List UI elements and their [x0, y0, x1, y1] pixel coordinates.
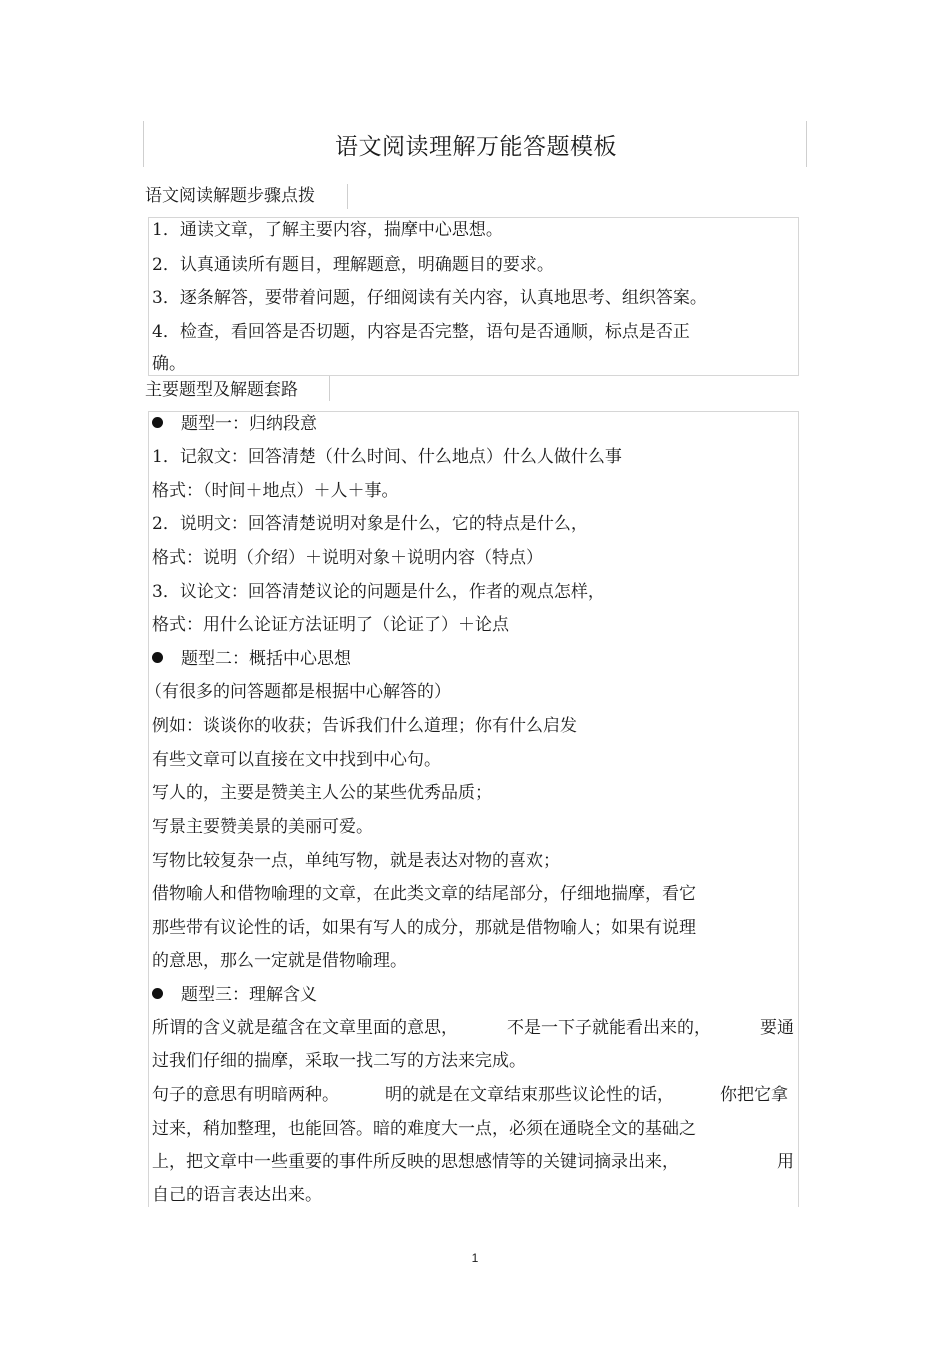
text-segment: 用 [777, 1152, 794, 1172]
text-segment: 要通 [760, 1018, 794, 1038]
type3-line: 过来，稍加整理，也能回答。暗的难度大一点，必须在通晓全文的基础之 [152, 1119, 696, 1139]
type2-line: 的意思，那么一定就是借物喻理。 [152, 951, 407, 971]
type2-line: 写人的，主要是赞美主人公的某些优秀品质； [152, 783, 492, 803]
step-item: 1．通读文章，了解主要内容，揣摩中心思想。 [152, 220, 503, 240]
bullet-icon [152, 417, 163, 428]
type1-title: 题型一：归纳段意 [152, 413, 317, 435]
text-segment: 上，把文章中一些重要的事件所反映的思想感情等的关键词摘录出来， [152, 1152, 679, 1172]
type2-line: 有些文章可以直接在文中找到中心句。 [152, 750, 441, 770]
type1-line: 格式：说明（介绍）＋说明对象＋说明内容（特点） [152, 548, 543, 568]
heading-rule-steps [347, 184, 348, 209]
type3-line [152, 1084, 788, 1106]
text-segment: 句子的意思有明暗两种。 [152, 1085, 339, 1105]
type2-line: （有很多的问答题都是根据中心解答的） [145, 682, 451, 702]
text-segment: 所谓的含义就是蕴含在文章里面的意思， [152, 1018, 458, 1038]
type2-line: 例如：谈谈你的收获；告诉我们什么道理；你有什么启发 [152, 716, 577, 736]
type1-line: 3．议论文：回答清楚议论的问题是什么，作者的观点怎样， [152, 582, 605, 602]
type1-line: 格式：（时间＋地点）＋人＋事。 [152, 481, 399, 501]
page-title: 语文阅读理解万能答题模板 [335, 134, 617, 160]
type2-line: 写景主要赞美景的美丽可爱。 [152, 817, 373, 837]
step-item: 确。 [152, 354, 186, 374]
step-item: 4．检查，看回答是否切题，内容是否完整，语句是否通顺，标点是否正 [152, 322, 690, 342]
type3-line [152, 1017, 794, 1039]
type1-line: 1．记叙文：回答清楚（什么时间、什么地点）什么人做什么事 [152, 447, 622, 467]
title-rule-left [143, 121, 144, 167]
section-heading-types: 主要题型及解题套路 [145, 380, 298, 400]
text-segment: 不是一下子就能看出来的， [507, 1018, 711, 1038]
bullet-icon [152, 988, 163, 999]
type1-line: 格式：用什么论证方法证明了（论证了）＋论点 [152, 615, 509, 635]
type3-line: 过我们仔细的揣摩，采取一找二写的方法来完成。 [152, 1051, 526, 1071]
type3-line [152, 1151, 794, 1173]
bullet-icon [152, 652, 163, 663]
type2-line: 借物喻人和借物喻理的文章，在此类文章的结尾部分，仔细地揣摩，看它 [152, 884, 696, 904]
page-number: 1 [471, 1251, 479, 1265]
text-segment: 明的就是在文章结束那些议论性的话， [385, 1085, 674, 1105]
type3-title: 题型三：理解含义 [152, 984, 317, 1006]
type2-line: 写物比较复杂一点，单纯写物，就是表达对物的喜欢； [152, 851, 560, 871]
step-item: 2．认真通读所有题目，理解题意，明确题目的要求。 [152, 255, 554, 275]
type2-line: 那些带有议论性的话，如果有写人的成分，那就是借物喻人；如果有说理 [152, 918, 696, 938]
type2-title: 题型二：概括中心思想 [152, 648, 351, 670]
type3-line: 自己的语言表达出来。 [152, 1185, 322, 1205]
section-heading-steps: 语文阅读解题步骤点拨 [145, 186, 315, 206]
heading-rule-types [329, 376, 330, 401]
step-item: 3．逐条解答，要带着问题，仔细阅读有关内容，认真地思考、组织答案。 [152, 288, 707, 308]
text-segment: 你把它拿 [720, 1085, 788, 1105]
type1-line: 2．说明文：回答清楚说明对象是什么，它的特点是什么， [152, 514, 588, 534]
